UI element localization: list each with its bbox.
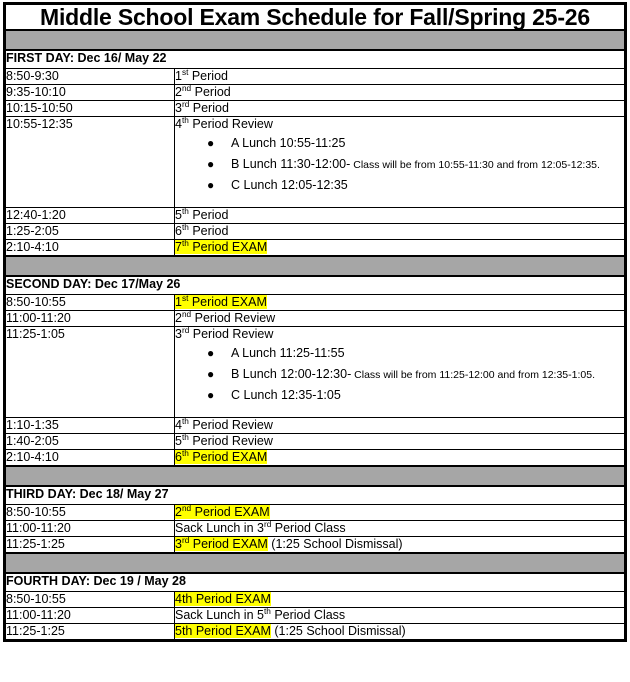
page-title: Middle School Exam Schedule for Fall/Spring 25-26 [5, 4, 626, 31]
desc-text: 7 [175, 240, 182, 255]
time-cell: 11:00-11:20 [5, 608, 175, 624]
schedule-row [5, 418, 626, 434]
schedule-row [5, 240, 626, 257]
lunch-text: C Lunch 12:35-1:05 [231, 388, 341, 403]
time-cell: 1:25-2:05 [5, 224, 175, 240]
bullet-icon: ● [207, 178, 215, 193]
description-cell [175, 608, 626, 624]
description-cell [175, 208, 626, 224]
exam-highlight [175, 624, 271, 638]
desc-text-tail: Period EXAM [188, 295, 267, 310]
description-cell [175, 592, 626, 608]
time-cell: 11:25-1:25 [5, 537, 175, 554]
ordinal-suffix: th [181, 206, 189, 216]
description-cell [175, 295, 626, 311]
description-cell [175, 450, 626, 467]
lunch-text: A Lunch 11:25-11:55 [231, 346, 345, 361]
day-header-row [5, 573, 626, 592]
desc-text: 6 [175, 450, 182, 465]
desc-text-tail: Period Review [189, 327, 274, 342]
section-divider-row [5, 30, 626, 50]
section-divider-row [5, 256, 626, 276]
schedule-row [5, 117, 626, 208]
desc-text: 1 [175, 295, 182, 310]
desc-text: Sack Lunch in 3 [175, 521, 264, 536]
time-cell: 11:00-11:20 [5, 521, 175, 537]
desc-text: 3 [175, 101, 182, 116]
desc-text: 6 [175, 224, 182, 239]
schedule-row [5, 311, 626, 327]
description-cell [175, 434, 626, 450]
schedule-row [5, 224, 626, 240]
cell-bottom-pad [175, 403, 624, 417]
schedule-row [5, 327, 626, 418]
day-header-row [5, 50, 626, 69]
schedule-row [5, 450, 626, 467]
desc-text-tail: Period [189, 101, 229, 116]
bullet-icon: ● [207, 388, 215, 403]
schedule-row [5, 85, 626, 101]
bullet-icon: ● [207, 346, 215, 361]
desc-text-tail: Period EXAM [191, 505, 270, 520]
dismissal-note: (1:25 School Dismissal) [267, 537, 403, 552]
time-cell: 8:50-10:55 [5, 295, 175, 311]
ordinal-suffix: st [181, 293, 189, 303]
time-cell: 8:50-10:55 [5, 505, 175, 521]
list-item [175, 388, 624, 403]
lunch-text: B Lunch 12:00-12:30- [231, 367, 352, 382]
description-cell [175, 311, 626, 327]
section-divider-row [5, 553, 626, 573]
day-header-row [5, 486, 626, 505]
time-cell: 9:35-10:10 [5, 85, 175, 101]
time-cell: 8:50-10:55 [5, 592, 175, 608]
time-cell: 2:10-4:10 [5, 450, 175, 467]
desc-text: 5th Period EXAM [175, 624, 271, 639]
lunch-note: Class will be from 10:55-11:30 and from 12:05-12:35. [350, 159, 600, 172]
description-cell [175, 85, 626, 101]
schedule-row [5, 521, 626, 537]
desc-text-tail: Period Review [188, 117, 273, 132]
desc-text: 2 [175, 505, 182, 520]
schedule-row [5, 208, 626, 224]
lunch-text: A Lunch 10:55-11:25 [231, 136, 346, 151]
time-cell: 2:10-4:10 [5, 240, 175, 257]
list-item [175, 157, 624, 172]
schedule-row [5, 101, 626, 117]
time-cell: 12:40-1:20 [5, 208, 175, 224]
ordinal-suffix: nd [181, 309, 192, 319]
time-cell: 1:40-2:05 [5, 434, 175, 450]
schedule-row [5, 295, 626, 311]
exam-highlight [175, 295, 267, 309]
day-header-2: SECOND DAY: Dec 17/May 26 [5, 276, 626, 295]
schedule-row [5, 505, 626, 521]
desc-text-tail: Period Review [188, 434, 273, 449]
day-header-4: FOURTH DAY: Dec 19 / May 28 [5, 573, 626, 592]
time-cell: 10:15-10:50 [5, 101, 175, 117]
ordinal-suffix: nd [181, 503, 192, 513]
list-item [175, 136, 624, 151]
bullet-icon: ● [207, 367, 215, 382]
lunch-text: B Lunch 11:30-12:00- [231, 157, 351, 172]
desc-text-tail: Period Review [191, 311, 276, 326]
desc-text: 1 [175, 69, 182, 84]
section-divider [5, 256, 626, 276]
exam-highlight [175, 450, 267, 464]
schedule-row [5, 69, 626, 85]
section-divider [5, 30, 626, 50]
list-item [175, 178, 624, 193]
description-cell [175, 624, 626, 641]
list-item [175, 346, 624, 361]
desc-text-tail: Period [191, 85, 231, 100]
description-cell [175, 240, 626, 257]
desc-text: 2 [175, 85, 182, 100]
description-cell [175, 505, 626, 521]
dismissal-note: (1:25 School Dismissal) [270, 624, 406, 639]
ordinal-suffix: rd [263, 519, 272, 529]
description-cell [175, 418, 626, 434]
lunch-bullet-list [175, 136, 624, 193]
ordinal-suffix: th [263, 606, 271, 616]
lunch-text: C Lunch 12:05-12:35 [231, 178, 348, 193]
ordinal-suffix: th [181, 432, 189, 442]
title-row [5, 4, 626, 31]
time-cell: 11:25-1:25 [5, 624, 175, 641]
desc-text-tail: Period EXAM [188, 240, 268, 255]
bullet-icon: ● [207, 157, 215, 172]
exam-highlight [175, 537, 268, 551]
schedule-row [5, 608, 626, 624]
ordinal-suffix: rd [181, 325, 190, 335]
lunch-note: Class will be from 11:25-12:00 and from 12:35-1:05. [351, 369, 596, 382]
description-cell [175, 224, 626, 240]
desc-text-tail: Period Class [270, 608, 346, 623]
desc-text-tail: Period [188, 208, 229, 223]
desc-text: 4 [175, 418, 182, 433]
ordinal-suffix: th [181, 222, 189, 232]
day-header-3: THIRD DAY: Dec 18/ May 27 [5, 486, 626, 505]
cell-bottom-pad [175, 193, 624, 207]
desc-text-tail: Period [188, 69, 228, 84]
desc-text: 3 [175, 537, 182, 552]
desc-text: 5 [175, 208, 182, 223]
exam-schedule-table [3, 2, 627, 642]
ordinal-suffix: th [181, 238, 189, 248]
ordinal-suffix: rd [181, 535, 190, 545]
schedule-row [5, 537, 626, 554]
day-header-1: FIRST DAY: Dec 16/ May 22 [5, 50, 626, 69]
schedule-row [5, 624, 626, 641]
exam-highlight [175, 592, 271, 606]
exam-highlight [175, 240, 267, 254]
day-header-row [5, 276, 626, 295]
ordinal-suffix: th [181, 416, 189, 426]
description-cell [175, 327, 626, 418]
desc-text: 4th Period EXAM [175, 592, 271, 607]
desc-text: Sack Lunch in 5 [175, 608, 264, 623]
desc-text: 5 [175, 434, 182, 449]
desc-text-tail: Period [188, 224, 229, 239]
description-cell [175, 69, 626, 85]
section-divider [5, 466, 626, 486]
lunch-bullet-list [175, 346, 624, 403]
desc-text: 2 [175, 311, 182, 326]
desc-text: 3 [175, 327, 182, 342]
time-cell: 10:55-12:35 [5, 117, 175, 208]
desc-text-tail: Period EXAM [189, 537, 268, 552]
time-cell: 11:00-11:20 [5, 311, 175, 327]
ordinal-suffix: th [181, 448, 189, 458]
ordinal-suffix: rd [181, 99, 190, 109]
section-divider [5, 553, 626, 573]
description-cell [175, 117, 626, 208]
time-cell: 1:10-1:35 [5, 418, 175, 434]
ordinal-suffix: nd [181, 83, 192, 93]
desc-text-tail: Period EXAM [188, 450, 268, 465]
ordinal-suffix: st [181, 67, 189, 77]
schedule-row [5, 592, 626, 608]
exam-highlight [175, 505, 270, 519]
description-cell [175, 521, 626, 537]
desc-text-tail: Period Review [188, 418, 273, 433]
time-cell: 8:50-9:30 [5, 69, 175, 85]
bullet-icon: ● [207, 136, 215, 151]
list-item [175, 367, 624, 382]
description-cell [175, 537, 626, 554]
desc-text: 4 [175, 117, 182, 132]
schedule-row [5, 434, 626, 450]
ordinal-suffix: th [181, 115, 189, 125]
description-cell [175, 101, 626, 117]
desc-text-tail: Period Class [271, 521, 346, 536]
section-divider-row [5, 466, 626, 486]
time-cell: 11:25-1:05 [5, 327, 175, 418]
